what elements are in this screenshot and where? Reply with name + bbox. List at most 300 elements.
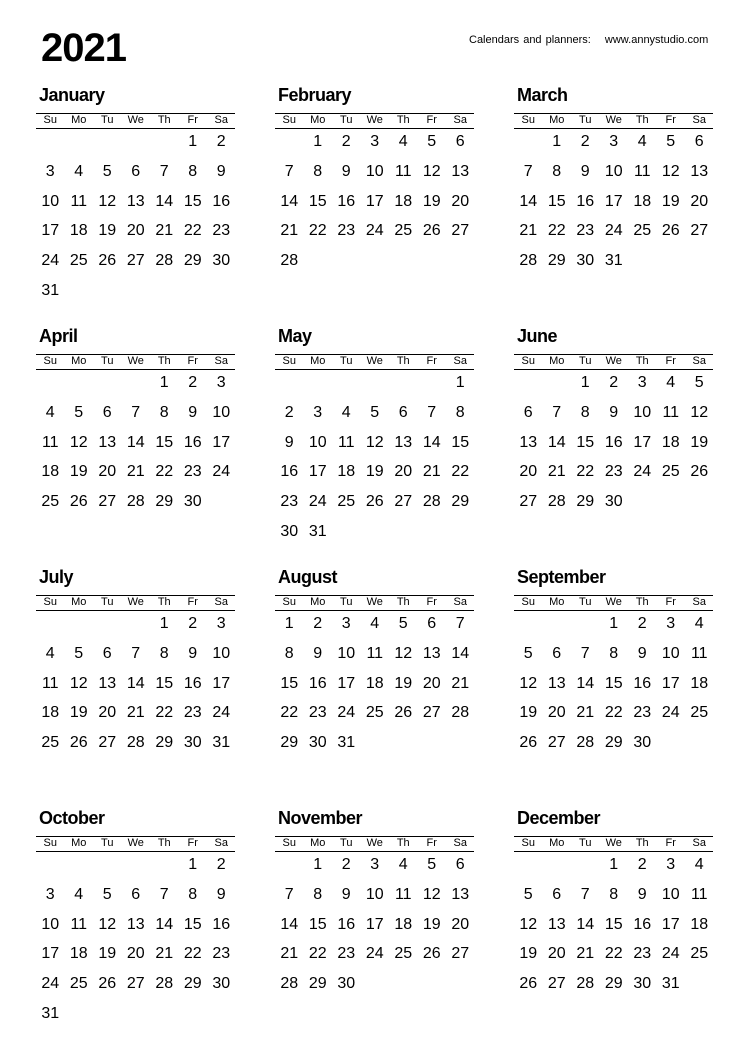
day-cell: 9	[637, 885, 647, 903]
weekday-label: Sa	[692, 596, 706, 608]
weekday-label: Su	[282, 837, 296, 849]
day-cell: 30	[337, 975, 356, 993]
day-cell: 2	[637, 856, 647, 873]
weekday-label: Tu	[101, 355, 114, 367]
month-title: April	[39, 326, 78, 346]
month-june	[514, 326, 713, 556]
day-cell: 22	[547, 222, 566, 240]
day-cell: 31	[41, 282, 60, 299]
day-cell: 22	[155, 704, 174, 722]
day-cell: 11	[394, 162, 412, 180]
month-title: September	[517, 567, 606, 587]
weekday-label: Mo	[310, 596, 326, 608]
day-cell: 28	[576, 734, 595, 752]
day-cell: 9	[341, 885, 351, 903]
day-cell: 22	[308, 945, 327, 963]
day-cell: 11	[690, 644, 708, 662]
day-cell: 17	[41, 222, 60, 240]
day-cell: 30	[633, 734, 652, 752]
weekday-label: We	[605, 355, 622, 367]
day-cell: 5	[666, 133, 676, 150]
day-cell: 3	[666, 615, 676, 632]
day-cell: 30	[212, 252, 231, 270]
day-cell: 27	[451, 222, 470, 240]
weekday-label: Fr	[665, 355, 676, 367]
day-cell: 1	[284, 615, 294, 632]
day-cell: 27	[547, 734, 566, 752]
weekday-label: Tu	[579, 114, 592, 126]
day-cell: 13	[547, 915, 566, 933]
weekday-header	[514, 595, 713, 611]
weekday-label: Mo	[310, 355, 326, 367]
day-cell: 26	[365, 493, 384, 511]
day-cell: 6	[552, 885, 562, 903]
day-cell: 20	[451, 915, 470, 933]
day-cell: 28	[519, 252, 538, 270]
day-cell: 14	[519, 192, 538, 210]
day-cell: 24	[365, 945, 384, 963]
day-cell: 29	[155, 493, 174, 511]
day-cell: 23	[337, 945, 356, 963]
day-cell: 1	[552, 133, 562, 150]
day-cell: 20	[547, 704, 566, 722]
weekday-label: Sa	[692, 837, 706, 849]
day-cell: 20	[422, 674, 441, 692]
weekday-label: Mo	[310, 114, 326, 126]
day-cell: 2	[341, 133, 351, 150]
day-cell: 14	[547, 433, 566, 451]
day-cell: 16	[337, 915, 356, 933]
day-cell: 17	[633, 433, 652, 451]
day-cell: 26	[394, 704, 413, 722]
day-cell: 5	[102, 885, 112, 903]
day-cell: 6	[455, 856, 465, 873]
day-cell: 28	[155, 975, 174, 993]
day-cell: 16	[183, 433, 202, 451]
day-cell: 28	[280, 975, 299, 993]
weekday-label: Su	[521, 114, 535, 126]
day-cell: 4	[341, 403, 351, 421]
day-cell: 3	[341, 615, 351, 632]
weekday-label: Mo	[71, 355, 87, 367]
day-cell: 22	[280, 704, 299, 722]
weekday-label: Fr	[187, 355, 198, 367]
weekday-header	[514, 836, 713, 852]
month-title: July	[39, 567, 74, 587]
day-cell: 28	[547, 493, 566, 511]
weekday-label: We	[605, 114, 622, 126]
day-cell: 31	[212, 734, 231, 752]
day-cell: 12	[69, 674, 88, 692]
day-cell: 26	[661, 222, 680, 240]
day-cell: 21	[547, 463, 566, 481]
day-cell: 28	[126, 734, 145, 752]
day-cell: 1	[313, 856, 323, 873]
day-cell: 8	[159, 644, 169, 662]
day-cell: 4	[45, 644, 55, 662]
month-title: August	[278, 567, 337, 587]
day-cell: 31	[661, 975, 680, 993]
day-cell: 8	[580, 403, 590, 421]
day-cell: 20	[126, 945, 145, 963]
day-cell: 7	[427, 403, 437, 421]
day-cell: 28	[451, 704, 470, 722]
weekday-label: We	[127, 596, 144, 608]
day-cell: 13	[98, 433, 117, 451]
day-cell: 25	[41, 493, 60, 511]
day-cell: 5	[74, 644, 84, 662]
weekday-label: We	[605, 596, 622, 608]
day-cell: 11	[690, 885, 708, 903]
day-cell: 30	[212, 975, 231, 993]
day-cell: 28	[422, 493, 441, 511]
day-cell: 18	[633, 192, 652, 210]
day-cell: 20	[394, 463, 413, 481]
day-cell: 26	[69, 734, 88, 752]
weekday-label: Su	[521, 837, 535, 849]
day-cell: 12	[98, 192, 117, 210]
day-cell: 5	[694, 374, 704, 391]
day-cell: 25	[690, 945, 709, 963]
day-cell: 22	[451, 463, 470, 481]
weekday-label: We	[127, 355, 144, 367]
weekday-label: Tu	[579, 596, 592, 608]
day-cell: 27	[519, 493, 538, 511]
day-cell: 4	[666, 374, 676, 391]
weekday-label: Tu	[579, 355, 592, 367]
day-cell: 13	[451, 162, 470, 180]
day-cell: 30	[576, 252, 595, 270]
day-cell: 30	[633, 975, 652, 993]
weekday-label: Th	[635, 837, 649, 849]
day-cell: 19	[422, 192, 441, 210]
day-cell: 20	[126, 222, 145, 240]
day-cell: 22	[183, 945, 202, 963]
weekday-header	[275, 595, 474, 611]
day-cell: 9	[216, 162, 226, 180]
day-cell: 26	[422, 945, 441, 963]
day-cell: 9	[313, 644, 323, 662]
day-cell: 21	[155, 222, 174, 240]
weekday-label: Sa	[214, 596, 228, 608]
day-cell: 28	[576, 975, 595, 993]
weekday-label: Su	[43, 114, 57, 126]
day-cell: 10	[41, 915, 60, 933]
day-cell: 7	[284, 885, 294, 903]
day-cell: 19	[690, 433, 709, 451]
day-cell: 6	[102, 403, 112, 421]
day-cell: 26	[690, 463, 709, 481]
weekday-label: Fr	[426, 114, 437, 126]
day-cell: 10	[308, 433, 327, 451]
day-cell: 18	[69, 945, 88, 963]
day-cell: 23	[183, 463, 202, 481]
weekday-label: Sa	[214, 355, 228, 367]
day-cell: 6	[102, 644, 112, 662]
weekday-label: We	[366, 837, 383, 849]
day-cell: 15	[280, 674, 299, 692]
weekday-label: Tu	[101, 596, 114, 608]
day-cell: 3	[370, 856, 380, 873]
day-cell: 18	[394, 915, 413, 933]
month-title: May	[278, 326, 312, 346]
month-march	[514, 85, 713, 315]
day-cell: 24	[365, 222, 384, 240]
month-february	[275, 85, 474, 315]
day-cell: 22	[155, 463, 174, 481]
weekday-header	[36, 113, 235, 129]
day-cell: 18	[690, 915, 709, 933]
day-cell: 12	[365, 433, 384, 451]
day-cell: 29	[604, 734, 623, 752]
day-cell: 20	[451, 192, 470, 210]
day-cell: 19	[519, 704, 538, 722]
month-october	[36, 808, 235, 1038]
day-cell: 17	[661, 915, 680, 933]
month-july	[36, 567, 235, 797]
day-cell: 21	[155, 945, 174, 963]
weekday-label: Tu	[579, 837, 592, 849]
day-cell: 7	[580, 885, 590, 903]
weekday-header	[36, 836, 235, 852]
day-cell: 2	[637, 615, 647, 632]
month-title: December	[517, 808, 601, 828]
day-cell: 11	[394, 885, 412, 903]
day-cell: 12	[422, 885, 441, 903]
day-cell: 3	[216, 374, 226, 391]
day-cell: 28	[155, 252, 174, 270]
day-cell: 7	[159, 162, 169, 180]
day-cell: 20	[98, 704, 117, 722]
day-cell: 31	[41, 1005, 60, 1022]
day-cell: 27	[126, 975, 145, 993]
weekday-label: Mo	[549, 837, 565, 849]
day-cell: 26	[422, 222, 441, 240]
day-cell: 8	[159, 403, 169, 421]
day-cell: 17	[604, 192, 623, 210]
weekday-label: Th	[157, 837, 171, 849]
month-january	[36, 85, 235, 315]
weekday-label: Mo	[549, 596, 565, 608]
weekday-label: Tu	[101, 114, 114, 126]
day-cell: 13	[547, 674, 566, 692]
weekday-label: Mo	[310, 837, 326, 849]
day-cell: 11	[337, 433, 355, 451]
day-cell: 5	[427, 856, 437, 873]
day-cell: 26	[69, 493, 88, 511]
day-cell: 19	[69, 704, 88, 722]
day-cell: 25	[41, 734, 60, 752]
day-cell: 9	[341, 162, 351, 180]
day-cell: 19	[98, 945, 117, 963]
day-cell: 2	[313, 615, 323, 632]
day-cell: 16	[576, 192, 595, 210]
weekday-label: Mo	[549, 114, 565, 126]
month-title: November	[278, 808, 363, 828]
weekday-label: Fr	[187, 596, 198, 608]
day-cell: 29	[604, 975, 623, 993]
day-cell: 3	[370, 133, 380, 150]
day-cell: 26	[519, 975, 538, 993]
weekday-header	[275, 113, 474, 129]
day-cell: 29	[280, 734, 299, 752]
day-cell: 29	[183, 975, 202, 993]
weekday-header	[514, 354, 713, 370]
weekday-label: Sa	[214, 837, 228, 849]
day-cell: 29	[576, 493, 595, 511]
month-title: January	[39, 85, 105, 105]
day-cell: 23	[280, 493, 299, 511]
day-cell: 20	[690, 192, 709, 210]
day-cell: 25	[690, 704, 709, 722]
day-cell: 14	[422, 433, 441, 451]
day-cell: 22	[576, 463, 595, 481]
weekday-label: Su	[282, 355, 296, 367]
day-cell: 15	[155, 433, 174, 451]
month-august	[275, 567, 474, 797]
day-cell: 4	[398, 133, 408, 150]
credit-text	[469, 34, 708, 46]
day-cell: 25	[394, 945, 413, 963]
weekday-label: Tu	[340, 596, 353, 608]
day-cell: 10	[604, 162, 623, 180]
weekday-header	[275, 836, 474, 852]
day-cell: 8	[609, 644, 619, 662]
day-cell: 19	[69, 463, 88, 481]
day-cell: 1	[580, 374, 590, 391]
day-cell: 8	[188, 885, 198, 903]
day-cell: 27	[98, 734, 117, 752]
day-cell: 2	[216, 133, 226, 150]
day-cell: 21	[422, 463, 441, 481]
day-cell: 15	[604, 915, 623, 933]
weekday-label: Th	[396, 114, 410, 126]
day-cell: 11	[70, 915, 88, 933]
weekday-label: Th	[157, 355, 171, 367]
day-cell: 23	[212, 222, 231, 240]
day-cell: 10	[212, 644, 231, 662]
day-cell: 8	[313, 162, 323, 180]
weekday-label: Fr	[665, 114, 676, 126]
weekday-label: Fr	[426, 355, 437, 367]
day-cell: 26	[98, 252, 117, 270]
day-cell: 28	[280, 252, 299, 270]
day-cell: 1	[609, 615, 619, 632]
day-cell: 27	[422, 704, 441, 722]
day-cell: 8	[284, 644, 294, 662]
day-cell: 22	[308, 222, 327, 240]
day-cell: 27	[98, 493, 117, 511]
day-cell: 14	[576, 674, 595, 692]
day-cell: 10	[337, 644, 356, 662]
day-cell: 19	[394, 674, 413, 692]
day-cell: 30	[308, 734, 327, 752]
day-cell: 19	[98, 222, 117, 240]
day-cell: 14	[451, 644, 470, 662]
day-cell: 21	[280, 222, 299, 240]
weekday-label: Su	[43, 355, 57, 367]
weekday-header	[514, 113, 713, 129]
day-cell: 1	[188, 133, 198, 150]
weekday-label: Sa	[453, 837, 467, 849]
day-cell: 2	[216, 856, 226, 873]
day-cell: 11	[41, 674, 59, 692]
day-cell: 16	[604, 433, 623, 451]
day-cell: 5	[398, 615, 408, 632]
day-cell: 7	[284, 162, 294, 180]
day-cell: 12	[519, 674, 538, 692]
weekday-label: Fr	[426, 596, 437, 608]
day-cell: 30	[280, 523, 299, 540]
weekday-label: Fr	[665, 837, 676, 849]
day-cell: 8	[552, 162, 562, 180]
day-cell: 20	[547, 945, 566, 963]
day-cell: 18	[394, 192, 413, 210]
day-cell: 23	[183, 704, 202, 722]
weekday-label: Fr	[187, 114, 198, 126]
day-cell: 20	[98, 463, 117, 481]
day-cell: 24	[41, 252, 60, 270]
day-cell: 13	[126, 192, 145, 210]
day-cell: 17	[365, 192, 384, 210]
month-april	[36, 326, 235, 556]
day-cell: 18	[661, 433, 680, 451]
weekday-label: Sa	[453, 114, 467, 126]
day-cell: 3	[45, 885, 55, 903]
day-cell: 16	[308, 674, 327, 692]
day-cell: 2	[341, 856, 351, 873]
day-cell: 5	[370, 403, 380, 421]
day-cell: 3	[216, 615, 226, 632]
day-cell: 14	[280, 192, 299, 210]
day-cell: 6	[131, 162, 141, 180]
day-cell: 15	[155, 674, 174, 692]
day-cell: 13	[394, 433, 413, 451]
day-cell: 2	[188, 615, 198, 632]
day-cell: 12	[519, 915, 538, 933]
day-cell: 4	[370, 615, 380, 632]
day-cell: 2	[284, 403, 294, 421]
day-cell: 25	[337, 493, 356, 511]
day-cell: 18	[690, 674, 709, 692]
day-cell: 4	[74, 885, 84, 903]
day-cell: 18	[337, 463, 356, 481]
day-cell: 25	[69, 252, 88, 270]
weekday-header	[36, 595, 235, 611]
weekday-label: We	[127, 114, 144, 126]
day-cell: 30	[183, 493, 202, 511]
day-cell: 6	[427, 615, 437, 632]
day-cell: 31	[337, 734, 356, 752]
weekday-label: Mo	[71, 837, 87, 849]
day-cell: 6	[455, 133, 465, 150]
weekday-label: Th	[396, 355, 410, 367]
month-title: March	[517, 85, 568, 105]
day-cell: 13	[519, 433, 538, 451]
day-cell: 3	[313, 403, 323, 421]
weekday-header	[275, 354, 474, 370]
day-cell: 17	[212, 674, 231, 692]
day-cell: 4	[45, 403, 55, 421]
weekday-label: Th	[157, 114, 171, 126]
day-cell: 9	[637, 644, 647, 662]
weekday-label: Su	[43, 596, 57, 608]
day-cell: 11	[633, 162, 651, 180]
day-cell: 9	[188, 644, 198, 662]
day-cell: 7	[131, 403, 141, 421]
day-cell: 21	[451, 674, 470, 692]
day-cell: 11	[41, 433, 59, 451]
